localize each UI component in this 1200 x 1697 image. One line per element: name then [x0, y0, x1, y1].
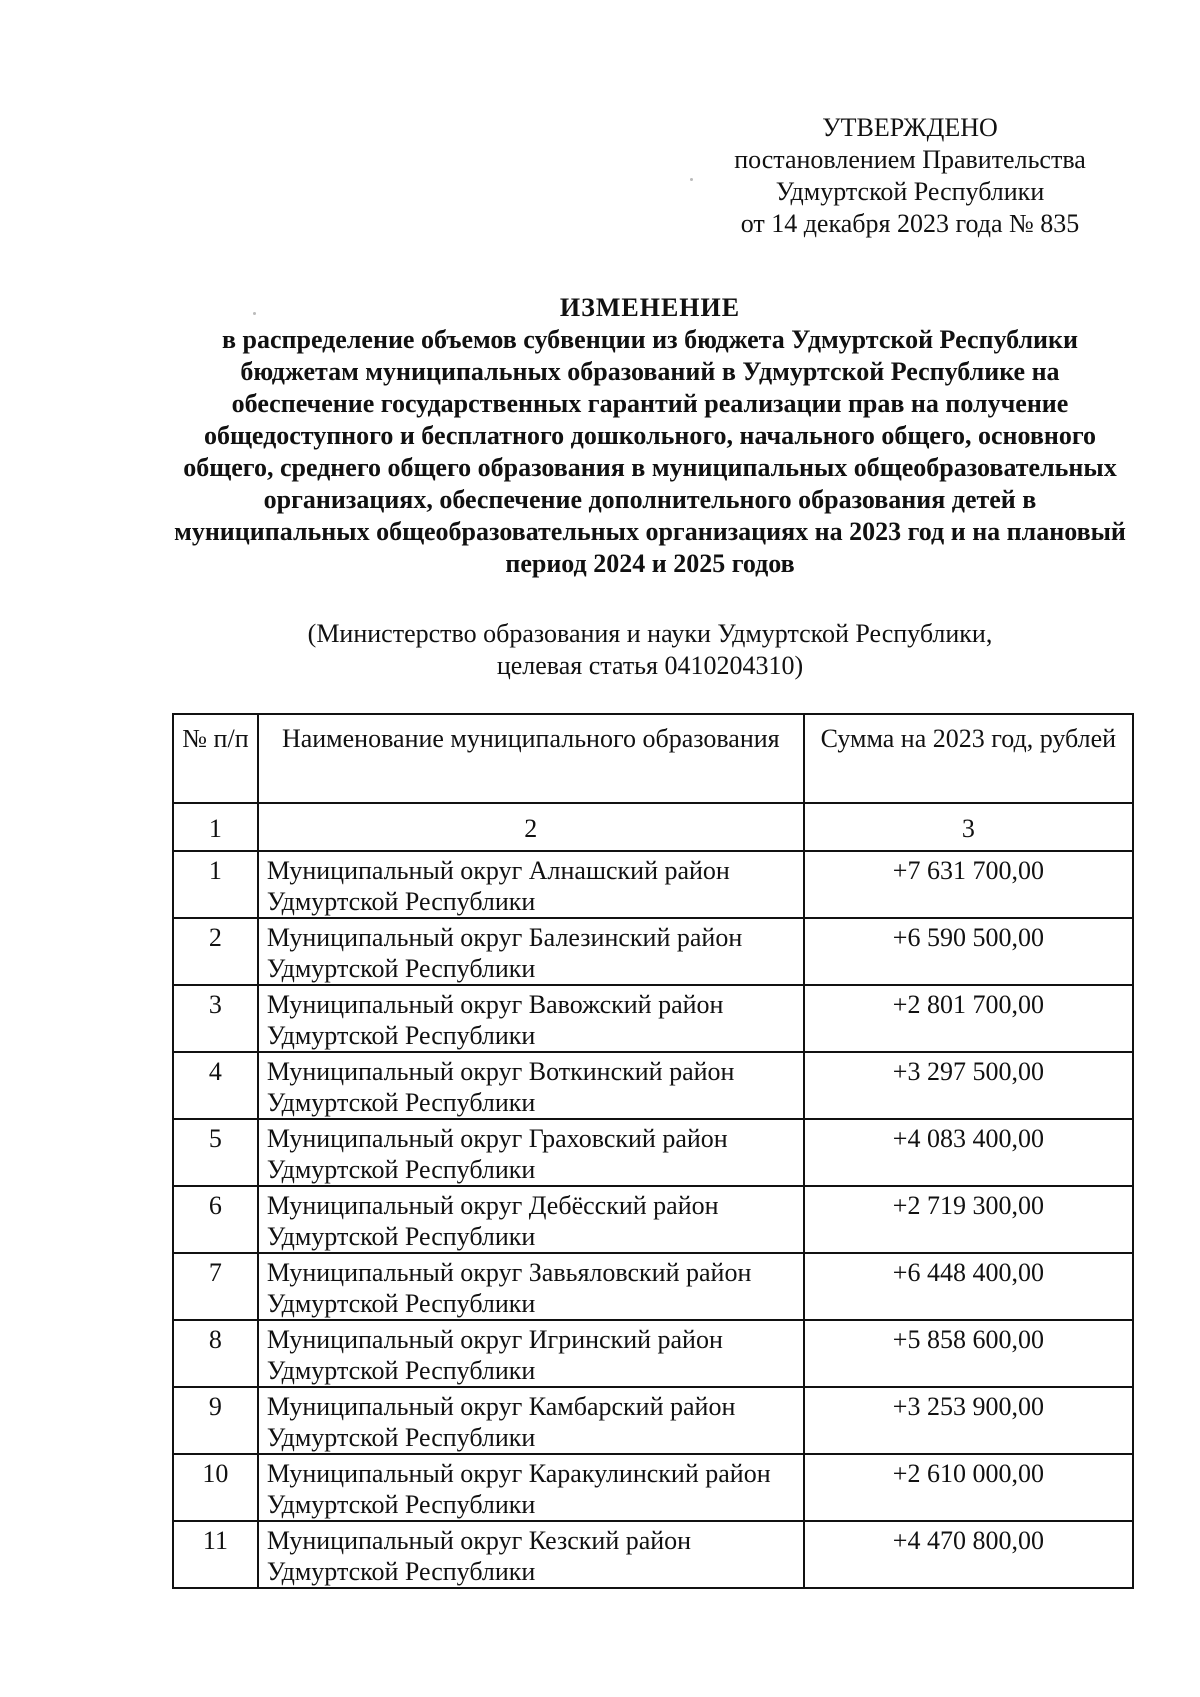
row-amount: +7 631 700,00 — [804, 851, 1133, 918]
row-number: 10 — [173, 1454, 258, 1521]
approval-region: Удмуртской Республики — [775, 177, 1045, 206]
row-amount: +4 083 400,00 — [804, 1119, 1133, 1186]
row-number: 8 — [173, 1320, 258, 1387]
approval-date: от 14 декабря 2023 года № 835 — [740, 209, 1080, 238]
header-number: № п/п — [173, 714, 258, 803]
row-number: 1 — [173, 851, 258, 918]
row-municipality: Муниципальный округ Алнашский район Удмуртской Республики — [258, 851, 804, 918]
row-number: 6 — [173, 1186, 258, 1253]
ministry-line-1: (Министерство образования и науки Удмуртской Республики, — [307, 619, 993, 648]
document-heading: ИЗМЕНЕНИЕ — [559, 293, 741, 322]
row-amount: +5 858 600,00 — [804, 1320, 1133, 1387]
table-row — [173, 1119, 1133, 1186]
row-municipality: Муниципальный округ Кезский район Удмуртской Республики — [258, 1521, 804, 1588]
table-row — [173, 851, 1133, 918]
table-row — [173, 1387, 1133, 1454]
row-amount: +6 590 500,00 — [804, 918, 1133, 985]
row-municipality: Муниципальный округ Балезинский район Удмуртской Республики — [258, 918, 804, 985]
approval-stamp — [700, 112, 1120, 240]
row-number: 9 — [173, 1387, 258, 1454]
header-amount: Сумма на 2023 год, рублей — [804, 714, 1133, 803]
document-subtitle: в распределение объемов субвенции из бюджета Удмуртской Республики бюджетам муниципальных образований в Удмуртской Республике на обеспечение государственных гарантий реализации прав на получение общедоступного и бесплатного дошкольного, начального общего, основного общего, среднего общего образования в муниципальных общеобразовательных организациях, обеспечение дополнительного образования детей в муниципальных общеобразовательных организациях на 2023 год и на плановый период 2024 и 2025 годов — [174, 325, 1126, 578]
row-number: 7 — [173, 1253, 258, 1320]
table-row — [173, 1253, 1133, 1320]
row-municipality: Муниципальный округ Воткинский район Удмуртской Республики — [258, 1052, 804, 1119]
row-amount: +3 297 500,00 — [804, 1052, 1133, 1119]
approval-issuer: постановлением Правительства — [734, 145, 1086, 174]
table-row — [173, 1454, 1133, 1521]
row-number: 4 — [173, 1052, 258, 1119]
document-title — [150, 292, 1150, 580]
approval-title: УТВЕРЖДЕНО — [822, 113, 998, 142]
row-amount: +3 253 900,00 — [804, 1387, 1133, 1454]
table-header-row — [173, 714, 1133, 803]
row-municipality: Муниципальный округ Камбарский район Удмуртской Республики — [258, 1387, 804, 1454]
scan-speck — [690, 178, 693, 181]
table-row — [173, 918, 1133, 985]
header-municipality: Наименование муниципального образования — [258, 714, 804, 803]
row-number: 2 — [173, 918, 258, 985]
column-number: 1 — [173, 803, 258, 851]
table-row — [173, 1320, 1133, 1387]
row-amount: +4 470 800,00 — [804, 1521, 1133, 1588]
column-number: 3 — [804, 803, 1133, 851]
row-number: 5 — [173, 1119, 258, 1186]
row-municipality: Муниципальный округ Вавожский район Удмуртской Республики — [258, 985, 804, 1052]
row-amount: +2 610 000,00 — [804, 1454, 1133, 1521]
row-municipality: Муниципальный округ Дебёсский район Удмуртской Республики — [258, 1186, 804, 1253]
ministry-line-2: целевая статья 0410204310) — [496, 651, 804, 680]
row-municipality: Муниципальный округ Игринский район Удмуртской Республики — [258, 1320, 804, 1387]
row-number: 3 — [173, 985, 258, 1052]
distribution-table — [172, 713, 1134, 1589]
row-amount: +2 801 700,00 — [804, 985, 1133, 1052]
row-municipality: Муниципальный округ Завьяловский район Удмуртской Республики — [258, 1253, 804, 1320]
row-amount: +2 719 300,00 — [804, 1186, 1133, 1253]
column-number: 2 — [258, 803, 804, 851]
column-number-row — [173, 803, 1133, 851]
table-row — [173, 985, 1133, 1052]
row-number: 11 — [173, 1521, 258, 1588]
row-municipality: Муниципальный округ Граховский район Удмуртской Республики — [258, 1119, 804, 1186]
table-row — [173, 1521, 1133, 1588]
table-row — [173, 1186, 1133, 1253]
row-municipality: Муниципальный округ Каракулинский район Удмуртской Республики — [258, 1454, 804, 1521]
row-amount: +6 448 400,00 — [804, 1253, 1133, 1320]
table-row — [173, 1052, 1133, 1119]
ministry-note — [150, 618, 1150, 682]
